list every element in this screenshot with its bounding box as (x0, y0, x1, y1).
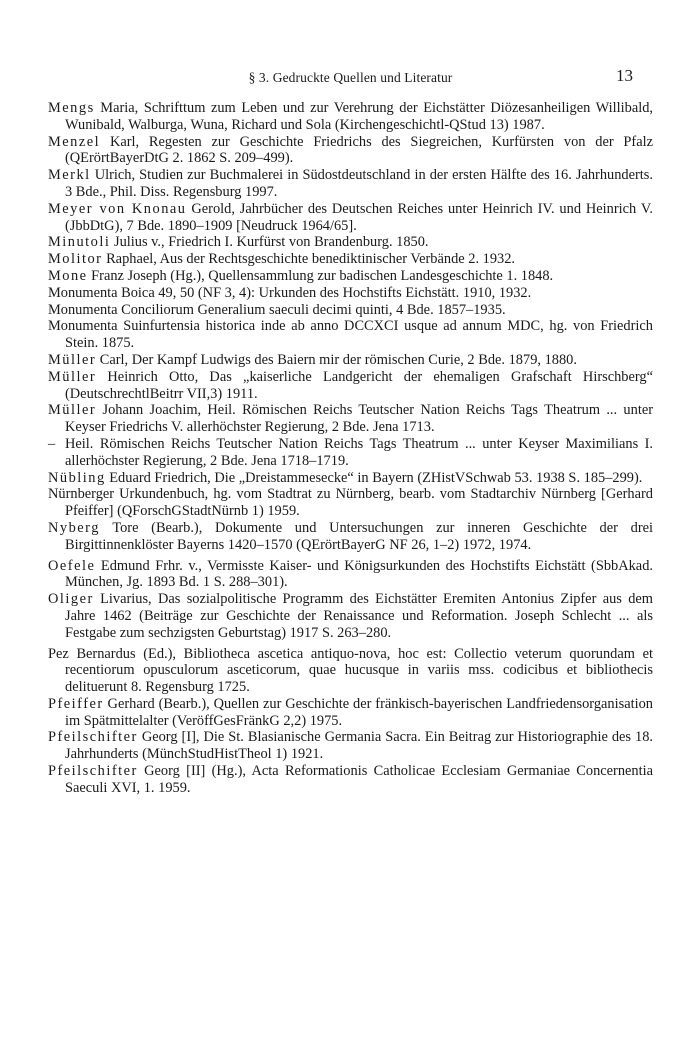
ditto-dash: – (48, 435, 56, 452)
bibliography-entry (48, 268, 653, 285)
entry-text: Monumenta Boica 49, 50 (NF 3, 4): Urkunden des Hochstifts Eichstätt. 1910, 1932. (48, 284, 532, 301)
entry-text: Johann Joachim, Heil. Römischen Reichs Teutscher Nation Reichs Tags Theatrum ... unter Keyser Friedrichs V. allerhöchster Regierung, 2 Bde. Jena 1713. (65, 402, 653, 436)
entry-text: Heinrich Otto, Das „kaiserliche Landgericht der ehemaligen Grafschaft Hirschberg“ (DeutschrechtlBeitrr VII,3) 1911. (65, 368, 653, 402)
running-title: § 3. Gedruckte Quellen und Literatur (248, 70, 453, 85)
author-name: Pfeiffer (48, 695, 104, 712)
author-name: Mengs (48, 100, 95, 116)
bibliography-entry (48, 302, 653, 319)
author-name: Oefele (48, 557, 96, 574)
running-header (48, 66, 653, 90)
author-name: Oliger (48, 591, 94, 608)
page-number: 13 (616, 66, 633, 85)
entry-text: Karl, Regesten zur Geschichte Friedrichs des Siegreichen, Kurfürsten von der Pfalz (QErörtBayerDtG 2. 1862 S. 209–499). (65, 133, 653, 167)
entry-text: Livarius, Das sozialpolitische Programm des Eichstätter Eremiten Antonius Zipfer aus dem Jahre 1462 (Beiträge zur Geschichte der Renaissance und Reformation. Joseph Schlecht ... als Festgabe zum sechzigsten Geburtstag) 1917 S. 263–280. (65, 591, 653, 641)
entry-text: Pez Bernardus (Ed.), Bibliotheca ascetica antiquo-nova, hoc est: Collectio veterum quorundam et recentiorum opusculorum asceticorum, quae hucusque in variis mss. codicibus et bibliothecis delituerunt 8. Regensburg 1725. (48, 645, 653, 696)
entry-text: Georg [II] (Hg.), Acta Reformationis Catholicae Ecclesiam Germaniae Concernentia Saeculi XVI, 1. 1959. (65, 763, 653, 796)
author-name: Merkl (48, 167, 91, 184)
bibliography-list (48, 100, 653, 797)
author-name: Mone (48, 267, 88, 284)
entry-text: Georg [I], Die St. Blasianische Germania Sacra. Ein Beitrag zur Historiographie des 18. Jahrhunderts (MünchStudHistTheol 1) 1921. (65, 729, 653, 763)
entry-text: Monumenta Suinfurtensia historica inde ab anno DCCXCI usque ad annum MDC, hg. von Friedrich Stein. 1875. (48, 318, 653, 352)
bibliography-entry (48, 402, 653, 436)
entry-text: Franz Joseph (Hg.), Quellensammlung zur badischen Landesgeschichte 1. 1848. (87, 267, 554, 284)
entry-text: Monumenta Conciliorum Generalium saeculi decimi quinti, 4 Bde. 1857–1935. (48, 301, 506, 318)
entry-text: Ulrich, Studien zur Buchmalerei in Südostdeutschland in der ersten Hälfte des 16. Jahrhunderts. 3 Bde., Phil. Diss. Regensburg 1997. (65, 167, 653, 200)
bibliography-entry (48, 520, 653, 554)
bibliography-entry (48, 100, 653, 134)
entry-text: Heil. Römischen Reichs Teutscher Nation Reichs Tags Theatrum ... unter Keyser Maximilians I. allerhöchster Regierung, 2 Bde. Jena 1718–1719. (65, 435, 653, 469)
bibliography-entry (48, 167, 653, 201)
author-name: Nübling (48, 469, 106, 486)
bibliography-entry (48, 134, 653, 168)
author-name: Müller (48, 351, 97, 368)
bibliography-entry (48, 696, 653, 730)
author-name: Müller (48, 368, 97, 385)
entry-text: Maria, Schrifttum zum Leben und zur Verehrung der Eichstätter Diözesanheiligen Willibald, Wunibald, Walburga, Wuna, Richard und Sola (Kirchengeschichtl-QStud 13) 1987. (65, 100, 653, 133)
bibliography-entry (48, 318, 653, 352)
bibliography-entry (48, 251, 653, 268)
bibliography-entry (48, 646, 653, 696)
author-name: Pfeilschifter (48, 729, 138, 746)
author-name: Minutoli (48, 234, 111, 251)
entry-text: Carl, Der Kampf Ludwigs des Baiern mir der römischen Curie, 2 Bde. 1879, 1880. (96, 351, 577, 368)
bibliography-entry (48, 486, 653, 520)
bibliography-entry (48, 234, 653, 251)
bibliography-entry (48, 201, 653, 235)
entry-text: Gerhard (Bearb.), Quellen zur Geschichte der fränkisch-bayerischen Landfriedensorganisation im Spätmittelalter (VeröffGesFränkG 2,2) 1975. (65, 695, 653, 729)
entry-text: Tore (Bearb.), Dokumente und Untersuchungen zur inneren Geschichte der drei Birgittinnenklöster Bayerns 1420–1570 (QErörtBayerG NF 26, 1–2) 1972, 1974. (65, 519, 653, 553)
entry-text: Julius v., Friedrich I. Kurfürst von Brandenburg. 1850. (110, 234, 429, 251)
author-name: Meyer von Knonau (48, 200, 187, 217)
bibliography-entry (48, 558, 653, 592)
bibliography-entry (48, 763, 653, 797)
author-name: Müller (48, 402, 97, 419)
bibliography-entry (48, 470, 653, 487)
entry-text: Gerold, Jahrbücher des Deutschen Reiches unter Heinrich IV. und Heinrich V. (JbbDtG), 7 Bde. 1890–1909 [Neudruck 1964/65]. (65, 200, 653, 234)
bibliography-entry (48, 352, 653, 369)
author-name: Pfeilschifter (48, 763, 138, 780)
author-name: Menzel (48, 133, 101, 150)
bibliography-entry (48, 729, 653, 763)
bibliography-entry (48, 591, 653, 641)
bibliography-entry (48, 436, 653, 470)
author-name: Molitor (48, 251, 103, 268)
author-name: Nyberg (48, 519, 100, 536)
entry-text: Nürnberger Urkundenbuch, hg. vom Stadtrat zu Nürnberg, bearb. vom Stadtarchiv Nürnberg [Gerhard Pfeiffer] (QForschGStadtNürnb 1) 1959. (48, 486, 653, 520)
bibliography-entry (48, 369, 653, 403)
entry-text: Raphael, Aus der Rechtsgeschichte benediktinischer Verbände 2. 1932. (102, 251, 516, 268)
entry-text: Eduard Friedrich, Die „Dreistammesecke“ in Bayern (ZHistVSchwab 53. 1938 S. 185–299). (105, 469, 643, 486)
bibliography-entry (48, 285, 653, 302)
entry-text: Edmund Frhr. v., Vermisste Kaiser- und Königsurkunden des Hochstifts Eichstätt (SbbAkad. München, Jg. 1893 Bd. 1 S. 288–301). (65, 557, 653, 591)
